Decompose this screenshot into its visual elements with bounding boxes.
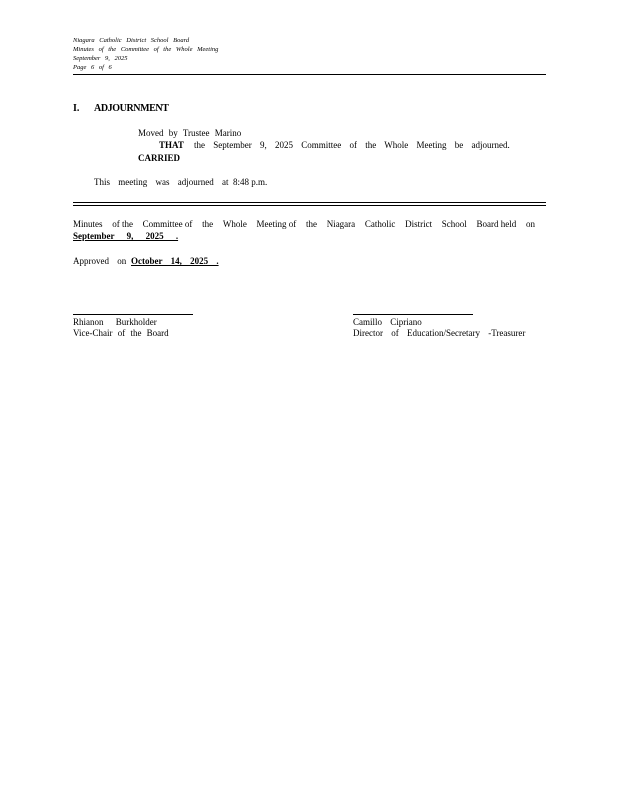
header-rule bbox=[73, 74, 546, 75]
minutes-word: District bbox=[405, 219, 433, 229]
adjourned-time: 8:48 p.m. bbox=[233, 177, 268, 187]
right-signatory-name: Camillo Cipriano bbox=[353, 317, 422, 327]
approved-date: October 14, 2025 . bbox=[131, 256, 219, 266]
section-number: I. bbox=[73, 103, 80, 114]
minutes-word: Minutes bbox=[73, 219, 103, 229]
minutes-meeting-date: September 9, 2025 . bbox=[73, 231, 179, 241]
minutes-word: Whole bbox=[222, 219, 247, 229]
minutes-word: School bbox=[441, 219, 467, 229]
right-signature-line bbox=[353, 314, 473, 315]
left-signatory-title: Vice-Chair of the Board bbox=[73, 328, 169, 338]
minutes-word: Board held bbox=[476, 219, 517, 229]
header-meeting-title: Minutes of the Committee of the Whole Meeting bbox=[73, 46, 219, 53]
minutes-word: on bbox=[525, 219, 535, 229]
right-signatory-title: Director of Education/Secretary -Treasurer bbox=[353, 328, 526, 338]
adjourned-text: This meeting was adjourned at bbox=[94, 177, 229, 187]
minutes-word: the bbox=[202, 219, 214, 229]
header-board-name: Niagara Catholic District School Board bbox=[73, 37, 190, 44]
minutes-word: of the bbox=[112, 219, 133, 229]
double-rule-bottom bbox=[73, 205, 546, 206]
header-date: September 9, 2025 bbox=[73, 55, 128, 62]
minutes-word: Committee of bbox=[142, 219, 193, 229]
minutes-word: Catholic bbox=[364, 219, 396, 229]
motion-that-label: THAT bbox=[159, 140, 184, 150]
motion-carried: CARRIED bbox=[138, 153, 181, 163]
double-rule-top bbox=[73, 202, 546, 203]
minutes-word: the bbox=[305, 219, 317, 229]
approved-label: Approved on bbox=[73, 256, 127, 266]
header-page-number: Page 6 of 6 bbox=[73, 64, 112, 71]
section-title: ADJOURNMENT bbox=[94, 103, 169, 114]
left-signature-line bbox=[73, 314, 193, 315]
motion-moved-by: Moved by Trustee Marino bbox=[138, 128, 242, 138]
left-signatory-name: Rhianon Burkholder bbox=[73, 317, 157, 327]
motion-that-text: the September 9, 2025 Committee of the Whole Meeting be adjourned. bbox=[194, 140, 510, 150]
minutes-statement-line bbox=[73, 219, 535, 230]
minutes-word: Niagara bbox=[326, 219, 356, 229]
minutes-word: Meeting of bbox=[256, 219, 297, 229]
